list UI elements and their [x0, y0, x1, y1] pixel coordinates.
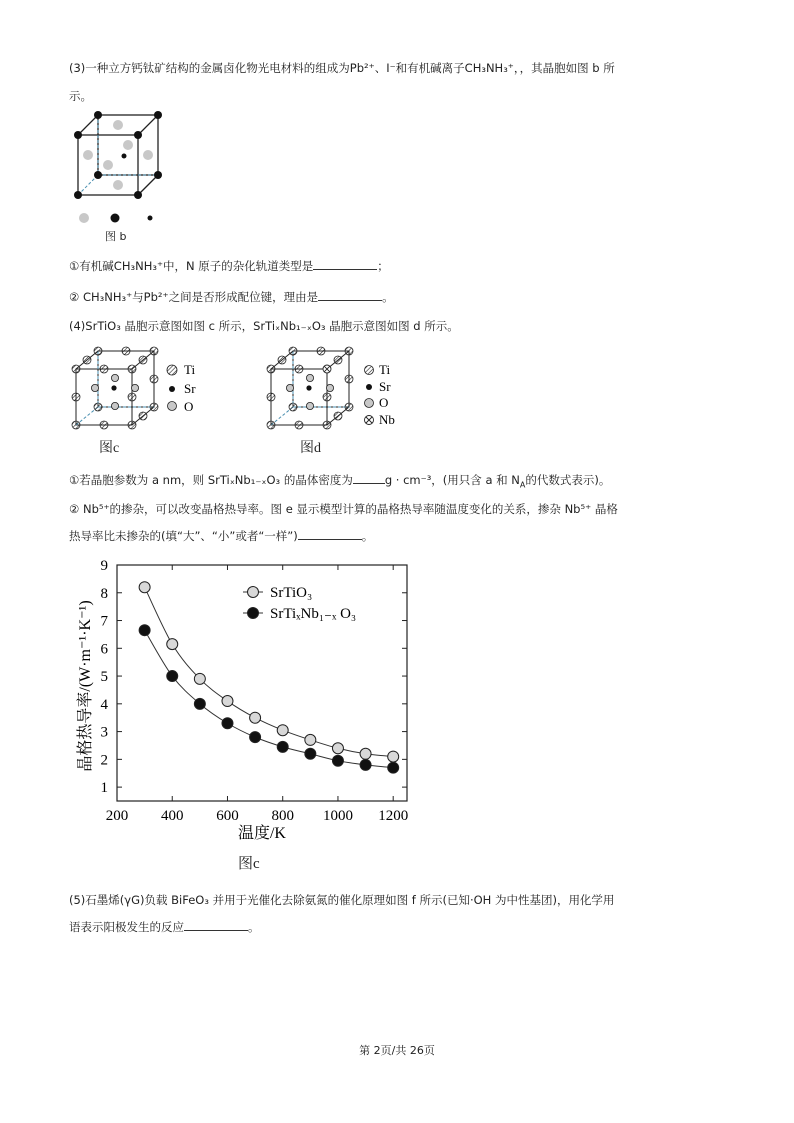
legend-d-o: O	[379, 395, 389, 410]
data-point-doped	[194, 698, 205, 709]
q5-line1: (5)石墨烯(γG)负载 BiFeO₃ 并用于光催化去除氨氮的催化原理如图 f 所示(已知·OH 为中性基团)，用化学用	[69, 893, 615, 907]
data-point-doped	[222, 718, 233, 729]
y-tick-label: 8	[100, 585, 108, 602]
figure-d-unit-cell	[265, 345, 405, 435]
q3-sub2: ② CH₃NH₃⁺与Pb²⁺之间是否形成配位键，理由是 。	[69, 290, 394, 304]
data-point-doped	[139, 625, 150, 636]
q3-sub1: ①有机碱CH₃NH₃⁺中，N 原子的杂化轨道类型是 ；	[69, 259, 389, 273]
data-point-srtio3	[167, 639, 178, 650]
legend-c-ti: Ti	[184, 362, 196, 377]
q4-sub2-line2: 热导率比未掺杂的(填“大”、“小”或者“一样”) 。	[69, 529, 374, 543]
legend-d-ti: Ti	[379, 362, 391, 377]
legend-d-sr: Sr	[379, 379, 391, 394]
answer-blank[interactable]	[318, 289, 382, 301]
chart-legend	[243, 585, 356, 622]
y-tick-label: 1	[100, 780, 108, 797]
figure-d-caption: 图d	[300, 441, 321, 456]
data-point-srtio3	[250, 712, 261, 723]
y-tick-label: 5	[100, 669, 108, 686]
data-point-srtio3	[194, 673, 205, 684]
data-point-doped	[250, 732, 261, 743]
answer-blank[interactable]	[184, 919, 248, 931]
x-tick-label: 200	[105, 808, 129, 824]
figure-b-unit-cell	[70, 110, 180, 238]
legend-label: SrTiO₃	[270, 585, 313, 601]
legend-d-nb: Nb	[379, 412, 395, 427]
data-point-srtio3	[332, 743, 343, 754]
q3-line1: (3)一种立方钙钛矿结构的金属卤化物光电材料的组成为Pb²⁺、I⁻和有机碱离子CH₃NH₃⁺，，其晶胞如图 b 所	[69, 61, 615, 75]
data-point-srtio3	[388, 751, 399, 762]
q4-line1: (4)SrTiO₃ 晶胞示意图如图 c 所示，SrTiₓNb₁₋ₓO₃ 晶胞示意图如图 d 所示。	[69, 319, 459, 333]
answer-blank[interactable]	[353, 472, 385, 484]
data-point-doped	[332, 755, 343, 766]
chart-caption: 图c	[238, 856, 260, 872]
data-point-srtio3	[360, 748, 371, 759]
y-tick-label: 6	[100, 641, 108, 658]
legend-c-o: O	[184, 399, 194, 414]
data-point-doped	[167, 671, 178, 682]
series-line-1	[145, 630, 394, 767]
x-tick-label: 400	[160, 808, 184, 824]
y-tick-label: 2	[100, 752, 108, 769]
chart-x-axis-label: 温度/K	[237, 825, 287, 841]
legend-c-sr: Sr	[184, 381, 196, 396]
data-point-srtio3	[277, 725, 288, 736]
page-footer: 第 2页/共 26页	[359, 1044, 435, 1057]
q4-sub1: ①若晶胞参数为 a nm，则 SrTiₓNb₁₋ₓO₃ 的晶体密度为 g · cm⁻³，(用只含 a 和 $N_A$的代数式表示)。	[69, 473, 611, 490]
data-point-doped	[388, 762, 399, 773]
data-point-srtio3	[139, 582, 150, 593]
legend-label: SrTiₓNb₁₋ₓ O₃	[270, 606, 357, 622]
x-tick-label: 600	[216, 808, 239, 824]
data-point-srtio3	[305, 734, 316, 745]
x-tick-label: 1200	[378, 808, 409, 824]
y-tick-label: 9	[100, 558, 108, 574]
y-tick-label: 4	[100, 696, 108, 713]
chart-y-axis-label: 晶格热导率/(W·m⁻¹·K⁻¹)	[77, 600, 94, 772]
legend-marker	[248, 608, 259, 619]
figure-c-caption: 图c	[99, 441, 120, 456]
q5-line2: 语表示阳极发生的反应 。	[69, 920, 260, 934]
answer-blank[interactable]	[298, 528, 362, 540]
data-point-srtio3	[222, 696, 233, 707]
thermal-conductivity-chart	[70, 556, 420, 841]
figure-b-caption: 图 b	[105, 230, 127, 243]
data-point-doped	[277, 741, 288, 752]
q3-line2: 示。	[69, 89, 92, 103]
x-tick-label: 800	[271, 808, 294, 824]
q4-sub2-line1: ② Nb⁵⁺的掺杂，可以改变晶格热导率。图 e 显示模型计算的晶格热导率随温度变化的关系，掺杂 Nb⁵⁺ 晶格	[69, 502, 618, 516]
data-point-doped	[360, 759, 371, 770]
legend-marker	[248, 587, 259, 598]
x-tick-label: 1000	[322, 808, 353, 824]
y-tick-label: 3	[100, 724, 108, 741]
figure-c-unit-cell	[70, 345, 210, 435]
data-point-doped	[305, 748, 316, 759]
y-tick-label: 7	[100, 613, 108, 630]
answer-blank[interactable]	[313, 258, 377, 270]
